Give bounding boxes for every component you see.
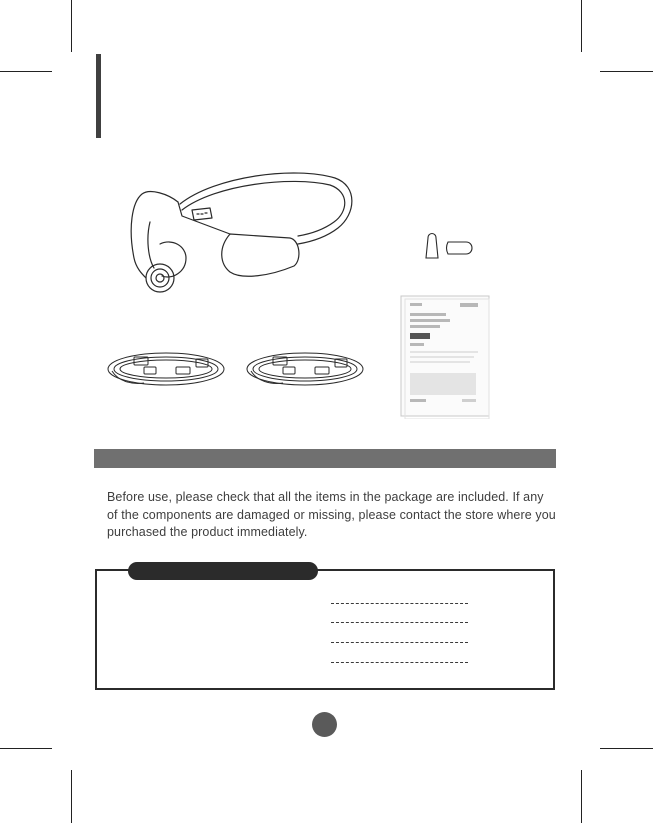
package-check-notice: Before use, please check that all the items in the package are included. If any of the components are damaged or missing, please contact the store where you purchased the product immediately. xyxy=(107,490,556,540)
title-accent-bar xyxy=(96,54,101,138)
dotted-leader-line xyxy=(331,603,468,604)
earplugs-icon xyxy=(420,228,480,262)
crop-mark xyxy=(0,71,52,72)
crop-mark xyxy=(581,0,582,52)
crop-mark xyxy=(71,0,72,52)
crop-mark xyxy=(0,748,52,749)
user-manual-icon xyxy=(400,295,492,419)
page-number-badge xyxy=(312,712,337,737)
section-header-bar xyxy=(94,449,556,468)
usb-cable-icon xyxy=(104,345,230,391)
crop-mark xyxy=(71,770,72,823)
dotted-leader-line xyxy=(331,642,468,643)
package-contents-label-pill xyxy=(128,562,318,580)
crop-mark xyxy=(600,748,653,749)
crop-mark xyxy=(581,770,582,823)
dotted-leader-line xyxy=(331,662,468,663)
usb-cable-icon xyxy=(243,345,369,391)
dotted-leader-line xyxy=(331,622,468,623)
package-contents-box xyxy=(95,569,555,690)
crop-mark xyxy=(600,71,653,72)
bone-conduction-headphones-icon xyxy=(120,168,360,303)
